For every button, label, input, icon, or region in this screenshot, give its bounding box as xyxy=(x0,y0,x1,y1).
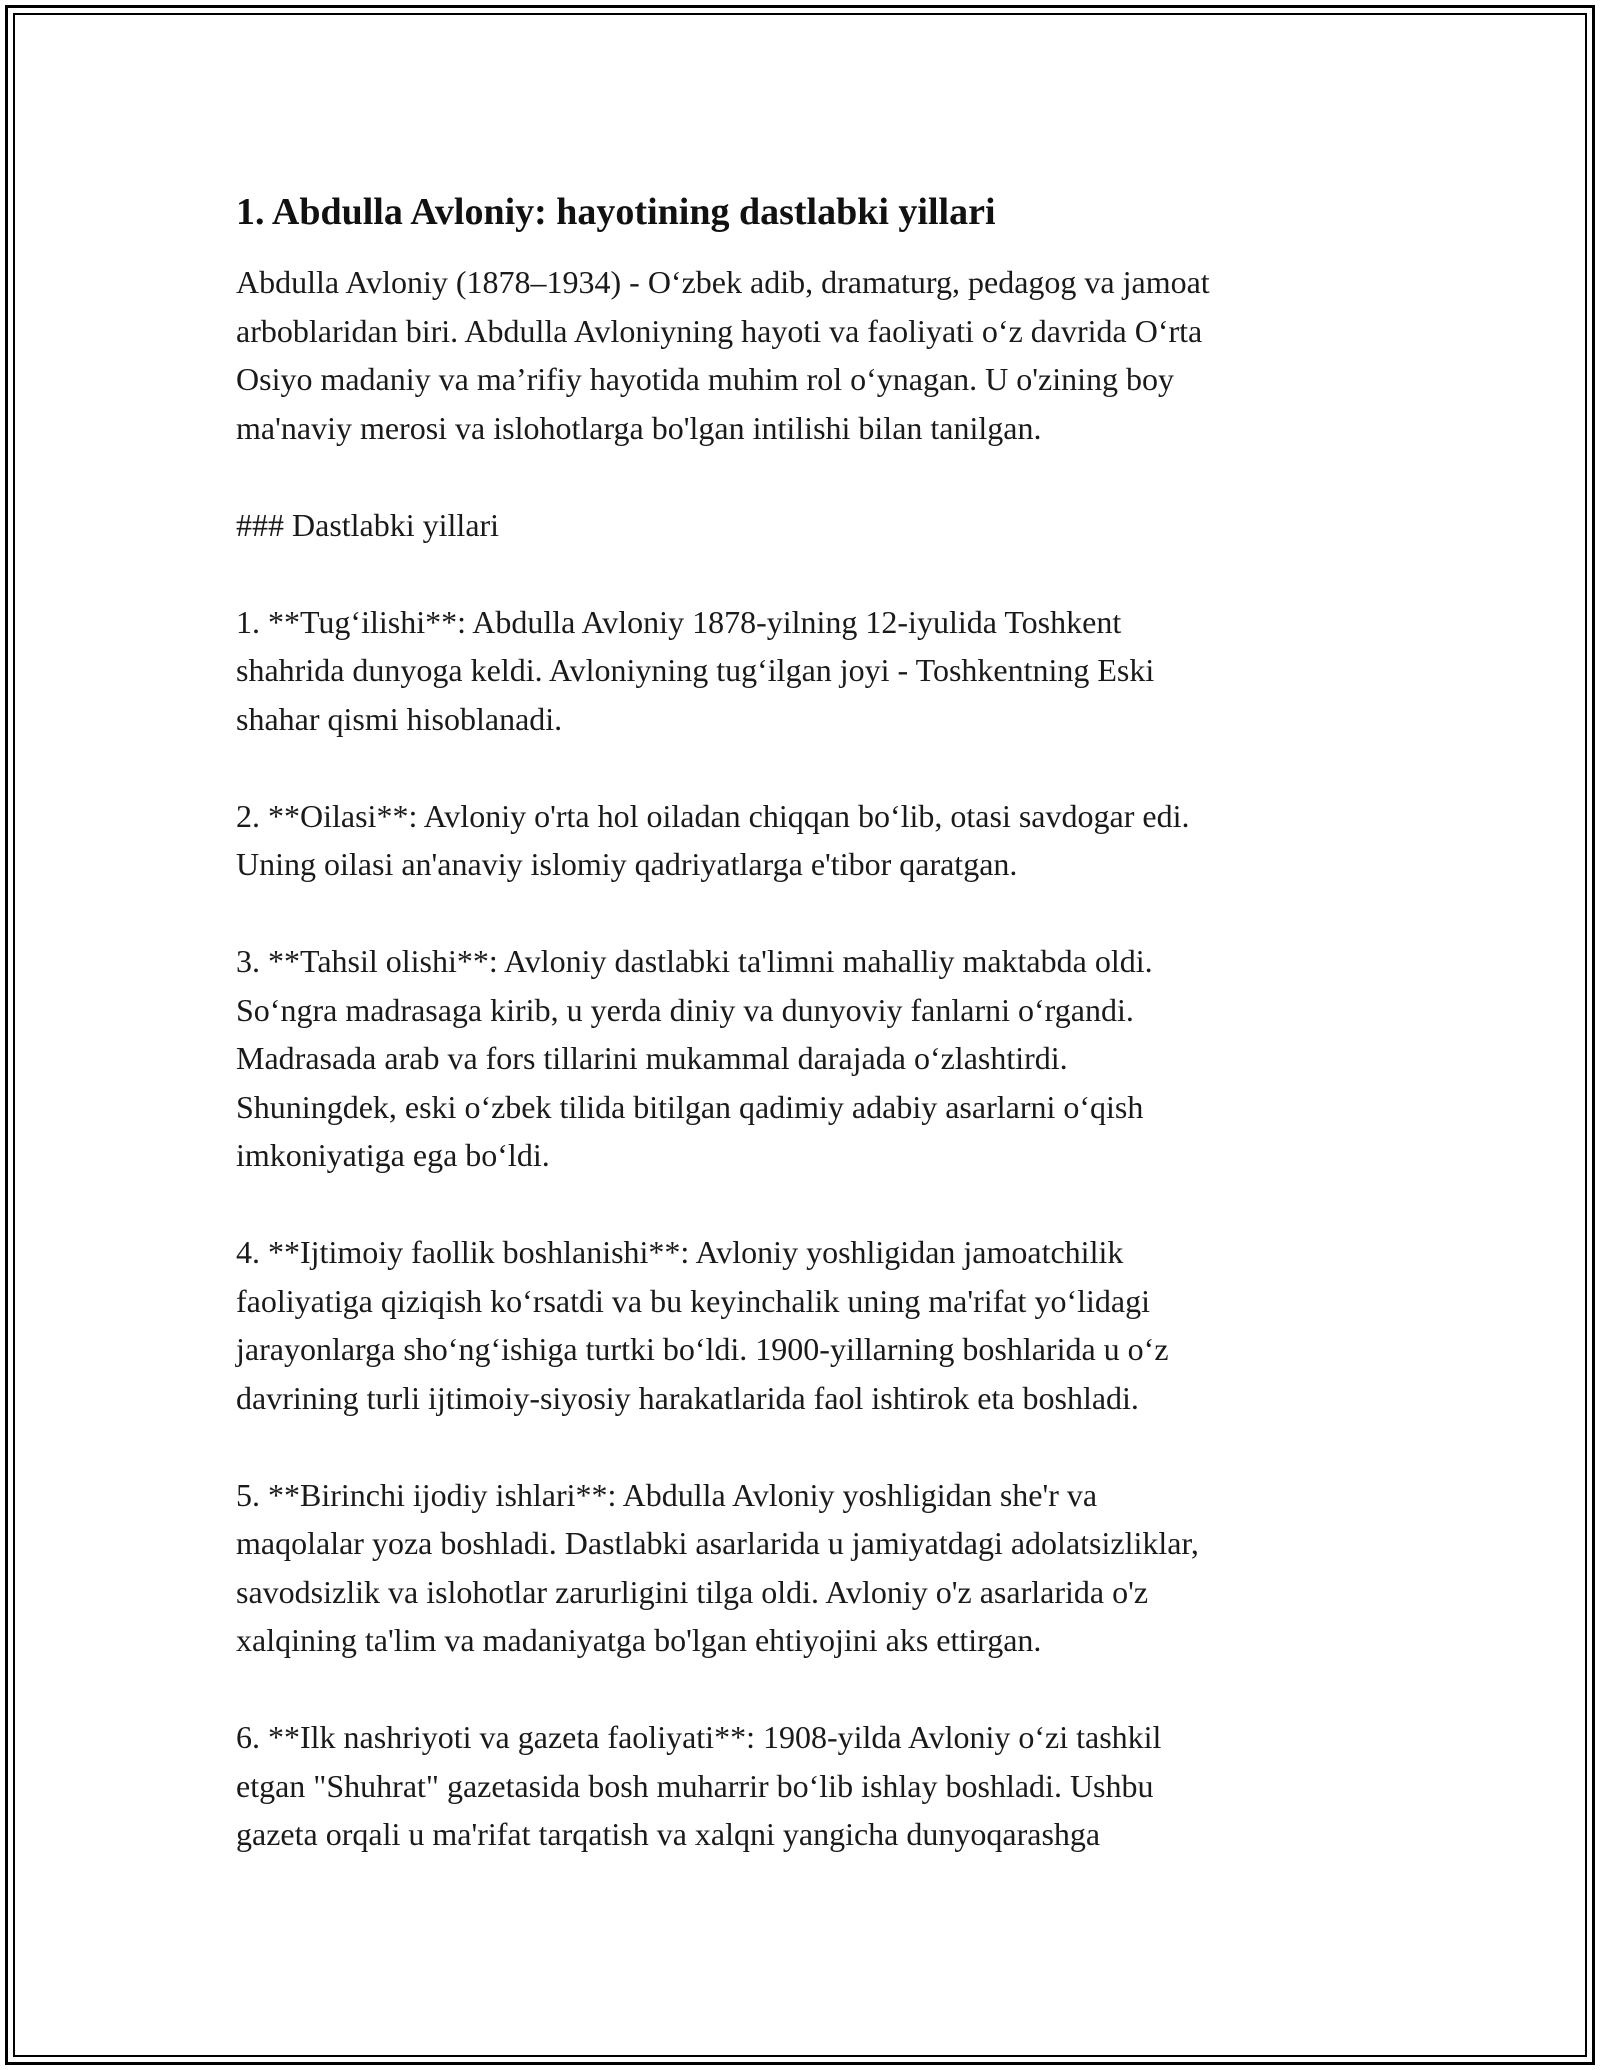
list-item-education: 3. **Tahsil olishi**: Avloniy dastlabki ta'limni mahalliy maktabda oldi. So‘ngra madrasaga kirib, u yerda diniy va dunyoviy fanlarni o‘rgandi. Madrasada arab va fors tillarini mukammal darajada o‘zlashtirdi. Shuningdek, eski o‘zbek tilida bitilgan qadimiy adabiy asarlarni o‘qish imkoniyatiga ega bo‘ldi. xyxy=(236,943,1153,1173)
list-item-first-works: 5. **Birinchi ijodiy ishlari**: Abdulla Avloniy yoshligidan she'r va maqolalar yoza boshladi. Dastlabki asarlarida u jamiyatdagi adolatsizliklar, savodsizlik va islohotlar zarurligini tilga oldi. Avloniy o'z asarlarida o'z xalqining ta'lim va madaniyatga bo'lgan ehtiyojini aks ettirgan. xyxy=(236,1476,1199,1658)
document-heading: 1. Abdulla Avloniy: hayotining dastlabki yillari xyxy=(236,191,996,233)
list-item-newspaper: 6. **Ilk nashriyoti va gazeta faoliyati**: 1908-yilda Avloniy o‘zi tashkil etgan "Shuhrat" gazetasida bosh muharrir bo‘lib ishlay boshladi. Ushbu gazeta orqali u ma'rifat tarqatish va xalqni yangicha dunyoqarashga xyxy=(236,1719,1162,1852)
list-item-family: 2. **Oilasi**: Avloniy o'rta hol oiladan chiqqan bo‘lib, otasi savdogar edi. Uning oilasi an'anaviy islomiy qadriyatlarga e'tibor qaratgan. xyxy=(236,797,1190,882)
list-item-social-activity: 4. **Ijtimoiy faollik boshlanishi**: Avloniy yoshligidan jamoatchilik faoliyatiga qiziqish ko‘rsatdi va bu keyinchalik uning ma'rifat yo‘lidagi jarayonlarga sho‘ng‘ishiga turtki bo‘ldi. 1900-yillarning boshlarida u o‘z davrining turli ijtimoiy-siyosiy harakatlarida faol ishtirok eta boshladi. xyxy=(236,1234,1169,1416)
section-subheading: ### Dastlabki yillari xyxy=(236,506,500,543)
document-body xyxy=(236,186,1376,1907)
list-item-birth: 1. **Tug‘ilishi**: Abdulla Avloniy 1878-yilning 12-iyulida Toshkent shahrida dunyoga keldi. Avloniyning tug‘ilgan joyi - Toshkentning Eski shahar qismi hisoblanadi. xyxy=(236,603,1155,737)
intro-paragraph: Abdulla Avloniy (1878–1934) - O‘zbek adib, dramaturg, pedagog va jamoat arboblaridan biri. Abdulla Avloniyning hayoti va faoliyati o‘z davrida O‘rta Osiyo madaniy va ma’rifiy hayotida muhim rol o‘ynagan. U o'zining boy ma'naviy merosi va islohotlarga bo'lgan intilishi bilan tanilgan. xyxy=(236,264,1210,446)
